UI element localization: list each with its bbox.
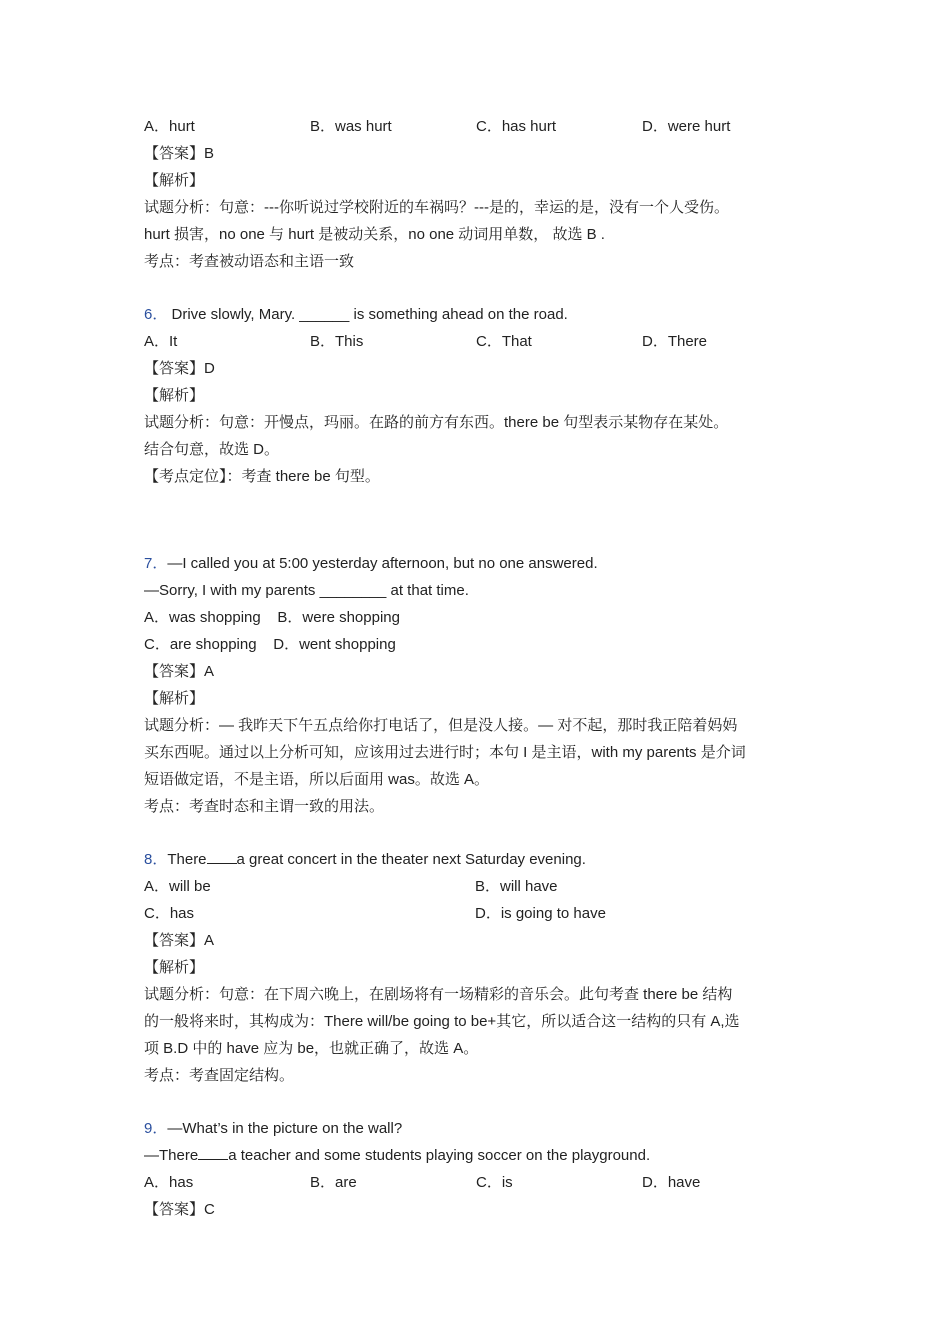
q9-stem-2 xyxy=(144,1142,814,1169)
q8-option-b: B．will have xyxy=(475,878,558,895)
q7-answer: 【答案】A xyxy=(144,663,215,680)
q6-stem xyxy=(144,301,814,328)
q8-answer: 【答案】A xyxy=(144,932,215,949)
q5-analysis-line-1: 试题分析：句意：---你听说过学校附近的车祸吗？---是的，幸运的是，没有一个人受伤。 xyxy=(144,199,729,216)
q8-blank xyxy=(207,850,237,864)
q6-analysis-line-1: 试题分析：句意：开慢点，玛丽。在路的前方有东西。there be 句型表示某物存在某处。 xyxy=(144,414,729,431)
q8-analysis-line-1: 试题分析：句意：在下周六晚上，在剧场将有一场精彩的音乐会。此句考查 there be 结构 xyxy=(144,986,733,1003)
q7-stem-text: —I called you at 5:00 yesterday afternoon, but no one answered. xyxy=(167,555,598,572)
q8-options-row-2 xyxy=(144,900,814,927)
q5-option-d: D．were hurt xyxy=(642,118,731,135)
q9-option-b: B．are xyxy=(310,1174,357,1191)
q7-analysis-line-3: 短语做定语，不是主语，所以后面用 was。故选 A。 xyxy=(144,771,490,788)
q5-option-c: C．has hurt xyxy=(476,118,557,135)
q8-stem xyxy=(144,846,814,873)
q5-option-a: A．hurt xyxy=(144,118,195,135)
q7-stem-2: —Sorry, I with my parents ________ at that time. xyxy=(144,582,469,599)
q8-option-a: A．will be xyxy=(144,878,211,895)
q5-answer: 【答案】B xyxy=(144,145,215,162)
q9-options xyxy=(144,1169,814,1196)
q9-stem2-pre: —There xyxy=(144,1147,199,1164)
document-page xyxy=(144,113,814,1223)
q6-analysis-line-2: 结合句意，故选 D。 xyxy=(144,441,280,458)
q5-analysis-label: 【解析】 xyxy=(144,172,205,189)
q6-options xyxy=(144,328,814,355)
q6-number: 6． xyxy=(144,306,168,323)
q7-analysis-line-2: 买东西呢。通过以上分析可知，应该用过去进行时；本句 I 是主语，with my parents 是介词 xyxy=(144,744,746,761)
q6-option-d: D．There xyxy=(642,333,708,350)
q9-stem2-post: a teacher and some students playing soccer on the playground. xyxy=(228,1147,651,1164)
q8-option-c: C．has xyxy=(144,905,195,922)
q6-option-c: C．That xyxy=(476,333,532,350)
q8-analysis-line-3: 项 B.D 中的 have 应为 be，也就正确了，故选 A。 xyxy=(144,1040,479,1057)
q9-option-c: C．is xyxy=(476,1174,513,1191)
q7-options-row-2: C．are shopping D．went shopping xyxy=(144,636,396,653)
q9-stem xyxy=(144,1115,814,1142)
q9-stem-text: —What’s in the picture on the wall? xyxy=(167,1120,403,1137)
q8-options-row-1 xyxy=(144,873,814,900)
q6-option-a: A．It xyxy=(144,333,178,350)
q7-analysis-line-1: 试题分析：— 我昨天下午五点给你打电话了，但是没人接。— 对不起，那时我正陪着妈妈 xyxy=(144,717,738,734)
q7-options-row-1: A．was shopping B．were shopping xyxy=(144,609,400,626)
q9-option-d: D．have xyxy=(642,1174,701,1191)
q9-number: 9． xyxy=(144,1120,168,1137)
q6-point: 【考点定位】：考查 there be 句型。 xyxy=(144,468,380,485)
q8-option-d: D．is going to have xyxy=(475,905,606,922)
q9-answer: 【答案】C xyxy=(144,1201,215,1218)
q5-point: 考点：考查被动语态和主语一致 xyxy=(144,253,355,270)
q5-options xyxy=(144,113,814,140)
q9-option-a: A．has xyxy=(144,1174,194,1191)
q7-point: 考点：考查时态和主谓一致的用法。 xyxy=(144,798,385,815)
q9-blank xyxy=(198,1146,228,1160)
q8-analysis-line-2: 的一般将来时，其构成为：There will/be going to be+其它，所以适合这一结构的只有 A,选 xyxy=(144,1013,740,1030)
q7-analysis-label: 【解析】 xyxy=(144,690,205,707)
q8-stem-post: a great concert in the theater next Saturday evening. xyxy=(236,851,586,868)
q7-stem xyxy=(144,550,814,577)
q6-analysis-label: 【解析】 xyxy=(144,387,205,404)
q7-number: 7． xyxy=(144,555,168,572)
q6-stem-text: Drive slowly, Mary. ______ is something ahead on the road. xyxy=(167,306,568,323)
q6-option-b: B．This xyxy=(310,333,364,350)
q5-analysis-line-2: hurt 损害，no one 与 hurt 是被动关系，no one 动词用单数， 故选 B . xyxy=(144,226,605,243)
q8-point: 考点：考查固定结构。 xyxy=(144,1067,295,1084)
q5-option-b: B．was hurt xyxy=(310,118,392,135)
q8-number: 8． xyxy=(144,851,168,868)
q8-analysis-label: 【解析】 xyxy=(144,959,205,976)
q6-answer: 【答案】D xyxy=(144,360,215,377)
q8-stem-pre: There xyxy=(167,851,207,868)
